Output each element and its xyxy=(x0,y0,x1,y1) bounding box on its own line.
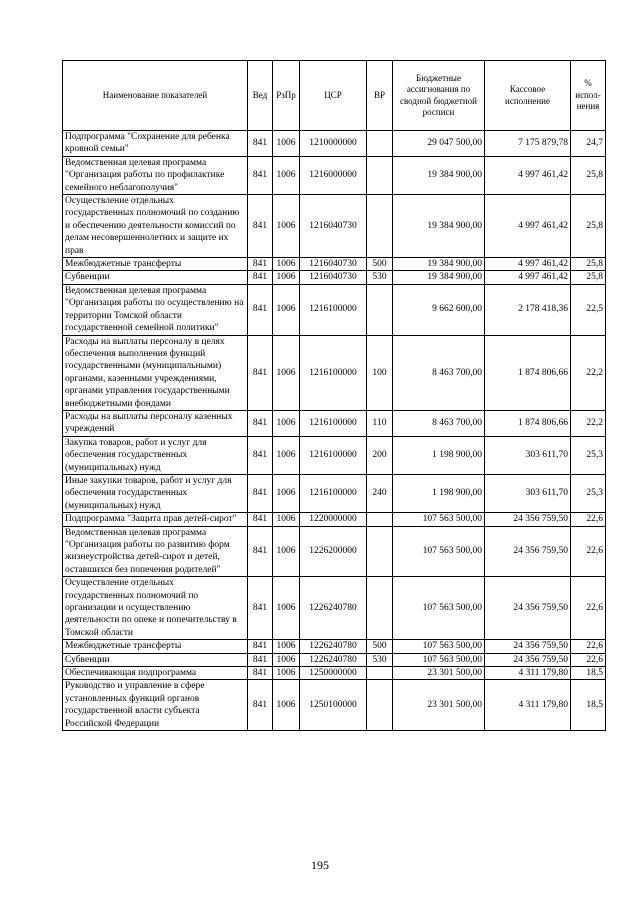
cell-name: Субвенции xyxy=(63,653,248,666)
cell-name: Закупка товаров, работ и услуг для обеспечения государственных (муниципальных) нужд xyxy=(63,436,248,474)
cell-ved: 841 xyxy=(248,156,273,194)
table-header-row xyxy=(63,61,606,131)
cell-rzpr: 1006 xyxy=(273,284,300,335)
cell-ved: 841 xyxy=(248,474,273,512)
cell-assign: 107 563 500,00 xyxy=(393,577,485,640)
cell-name: Межбюджетные трансферты xyxy=(63,258,248,271)
cell-csr: 1250100000 xyxy=(300,680,367,731)
cell-vr xyxy=(367,667,393,680)
header-vr: ВР xyxy=(367,61,393,131)
cell-vr xyxy=(367,526,393,577)
cell-csr: 1216100000 xyxy=(300,335,367,410)
cell-vr xyxy=(367,680,393,731)
cell-csr: 1216100000 xyxy=(300,410,367,436)
cell-ved: 841 xyxy=(248,680,273,731)
cell-kass: 4 997 461,42 xyxy=(485,258,571,271)
cell-pct: 22,6 xyxy=(571,526,606,577)
cell-ved: 841 xyxy=(248,284,273,335)
cell-rzpr: 1006 xyxy=(273,156,300,194)
cell-name: Руководство и управление в сфере установленных функций органов государственной власти субъекта Российской Федерации xyxy=(63,680,248,731)
cell-ved: 841 xyxy=(248,640,273,653)
header-name: Наименование показателей xyxy=(63,61,248,131)
header-cash-execution: Кассовое исполнение xyxy=(485,61,571,131)
cell-assign: 23 301 500,00 xyxy=(393,667,485,680)
cell-kass: 303 611,70 xyxy=(485,474,571,512)
cell-ved: 841 xyxy=(248,653,273,666)
cell-name: Ведомственная целевая программа "Организация работы по профилактике семейного неблагополучия" xyxy=(63,156,248,194)
cell-kass: 1 874 806,66 xyxy=(485,335,571,410)
cell-name: Ведомственная целевая программа "Организация работы по осуществлению на территории Томской области государственной семейной политики" xyxy=(63,284,248,335)
cell-rzpr: 1006 xyxy=(273,640,300,653)
cell-ved: 841 xyxy=(248,131,273,157)
table-row xyxy=(63,131,606,157)
cell-vr: 530 xyxy=(367,271,393,284)
cell-assign: 19 384 900,00 xyxy=(393,156,485,194)
cell-ved: 841 xyxy=(248,410,273,436)
cell-pct: 22,6 xyxy=(571,653,606,666)
header-ved: Вед xyxy=(248,61,273,131)
cell-name: Подпрограмма "Защита прав детей-сирот" xyxy=(63,513,248,526)
cell-csr: 1226240780 xyxy=(300,577,367,640)
cell-rzpr: 1006 xyxy=(273,513,300,526)
cell-pct: 22,2 xyxy=(571,335,606,410)
table-row xyxy=(63,474,606,512)
cell-vr xyxy=(367,156,393,194)
cell-rzpr: 1006 xyxy=(273,667,300,680)
cell-ved: 841 xyxy=(248,436,273,474)
cell-ved: 841 xyxy=(248,335,273,410)
table-row xyxy=(63,271,606,284)
cell-rzpr: 1006 xyxy=(273,526,300,577)
cell-kass: 24 356 759,50 xyxy=(485,640,571,653)
cell-kass: 7 175 879,78 xyxy=(485,131,571,157)
cell-ved: 841 xyxy=(248,195,273,258)
cell-name: Подпрограмма "Сохранение для ребенка кровной семьи" xyxy=(63,131,248,157)
header-rzpr: РзПр xyxy=(273,61,300,131)
cell-name: Обеспечивающая подпрограмма xyxy=(63,667,248,680)
cell-pct: 24,7 xyxy=(571,131,606,157)
cell-rzpr: 1006 xyxy=(273,335,300,410)
cell-kass: 24 356 759,50 xyxy=(485,513,571,526)
cell-assign: 19 384 900,00 xyxy=(393,258,485,271)
cell-csr: 1216100000 xyxy=(300,474,367,512)
cell-pct: 25,8 xyxy=(571,195,606,258)
cell-pct: 22,5 xyxy=(571,284,606,335)
cell-vr: 500 xyxy=(367,640,393,653)
cell-assign: 8 463 700,00 xyxy=(393,335,485,410)
cell-vr: 100 xyxy=(367,335,393,410)
table-row xyxy=(63,335,606,410)
cell-name: Иные закупки товаров, работ и услуг для обеспечения государственных (муниципальных) нужд xyxy=(63,474,248,512)
cell-assign: 107 563 500,00 xyxy=(393,640,485,653)
cell-name: Осуществление отдельных государственных полномочий по организации и осуществлению деятельности по опеке и попечительству в Томской области xyxy=(63,577,248,640)
cell-kass: 1 874 806,66 xyxy=(485,410,571,436)
cell-csr: 1216040730 xyxy=(300,271,367,284)
cell-kass: 4 311 179,80 xyxy=(485,680,571,731)
table-row xyxy=(63,667,606,680)
cell-csr: 1216000000 xyxy=(300,156,367,194)
cell-assign: 107 563 500,00 xyxy=(393,653,485,666)
header-csr: ЦСР xyxy=(300,61,367,131)
cell-csr: 1226240780 xyxy=(300,640,367,653)
cell-assign: 19 384 900,00 xyxy=(393,195,485,258)
cell-pct: 25,3 xyxy=(571,436,606,474)
table-row xyxy=(63,653,606,666)
cell-csr: 1216100000 xyxy=(300,284,367,335)
cell-name: Осуществление отдельных государственных полномочий по созданию и обеспечению деятельности комиссий по делам несовершеннолетних и защите их прав xyxy=(63,195,248,258)
cell-pct: 22,6 xyxy=(571,640,606,653)
cell-vr: 500 xyxy=(367,258,393,271)
cell-kass: 303 611,70 xyxy=(485,436,571,474)
cell-kass: 24 356 759,50 xyxy=(485,526,571,577)
cell-rzpr: 1006 xyxy=(273,474,300,512)
cell-csr: 1216040730 xyxy=(300,195,367,258)
cell-kass: 4 997 461,42 xyxy=(485,195,571,258)
table-row xyxy=(63,640,606,653)
table-row xyxy=(63,513,606,526)
cell-assign: 23 301 500,00 xyxy=(393,680,485,731)
cell-pct: 22,6 xyxy=(571,513,606,526)
cell-ved: 841 xyxy=(248,258,273,271)
cell-kass: 4 311 179,80 xyxy=(485,667,571,680)
cell-ved: 841 xyxy=(248,667,273,680)
cell-pct: 18,5 xyxy=(571,667,606,680)
cell-assign: 1 198 900,00 xyxy=(393,474,485,512)
cell-assign: 107 563 500,00 xyxy=(393,526,485,577)
cell-kass: 4 997 461,42 xyxy=(485,156,571,194)
table-row xyxy=(63,680,606,731)
cell-pct: 22,2 xyxy=(571,410,606,436)
cell-assign: 29 047 500,00 xyxy=(393,131,485,157)
cell-csr: 1220000000 xyxy=(300,513,367,526)
cell-vr: 110 xyxy=(367,410,393,436)
cell-assign: 1 198 900,00 xyxy=(393,436,485,474)
table-row xyxy=(63,284,606,335)
cell-pct: 25,8 xyxy=(571,156,606,194)
cell-name: Расходы на выплаты персоналу казенных учреждений xyxy=(63,410,248,436)
table-row xyxy=(63,526,606,577)
cell-assign: 107 563 500,00 xyxy=(393,513,485,526)
cell-rzpr: 1006 xyxy=(273,131,300,157)
cell-name: Субвенции xyxy=(63,271,248,284)
cell-name: Межбюджетные трансферты xyxy=(63,640,248,653)
cell-assign: 9 662 600,00 xyxy=(393,284,485,335)
cell-rzpr: 1006 xyxy=(273,653,300,666)
cell-pct: 22,6 xyxy=(571,577,606,640)
cell-vr xyxy=(367,284,393,335)
table-row xyxy=(63,410,606,436)
cell-ved: 841 xyxy=(248,577,273,640)
cell-pct: 18,5 xyxy=(571,680,606,731)
cell-pct: 25,3 xyxy=(571,474,606,512)
header-assignments: Бюджетные ассигнования по сводной бюджетной росписи xyxy=(393,61,485,131)
cell-kass: 24 356 759,50 xyxy=(485,653,571,666)
cell-vr xyxy=(367,131,393,157)
cell-csr: 1226200000 xyxy=(300,526,367,577)
cell-vr: 200 xyxy=(367,436,393,474)
cell-csr: 1210000000 xyxy=(300,131,367,157)
cell-assign: 8 463 700,00 xyxy=(393,410,485,436)
page-number: 195 xyxy=(311,858,329,872)
cell-name: Ведомственная целевая программа "Организация работы по развитию форм жизнеустройства детей-сирот и детей, оставшихся без попечения родителей" xyxy=(63,526,248,577)
cell-rzpr: 1006 xyxy=(273,577,300,640)
cell-csr: 1216040730 xyxy=(300,258,367,271)
cell-rzpr: 1006 xyxy=(273,436,300,474)
cell-csr: 1250000000 xyxy=(300,667,367,680)
cell-ved: 841 xyxy=(248,271,273,284)
cell-csr: 1226240780 xyxy=(300,653,367,666)
table-row xyxy=(63,258,606,271)
table-row xyxy=(63,577,606,640)
cell-rzpr: 1006 xyxy=(273,410,300,436)
cell-kass: 24 356 759,50 xyxy=(485,577,571,640)
cell-vr xyxy=(367,577,393,640)
cell-name: Расходы на выплаты персоналу в целях обеспечения выполнения функций государственными (муниципальными) органами, казенными учреждениями, органами управления государственными внебюджетными фондами xyxy=(63,335,248,410)
header-percent: % испол-нения xyxy=(571,61,606,131)
cell-ved: 841 xyxy=(248,526,273,577)
cell-rzpr: 1006 xyxy=(273,271,300,284)
table-row xyxy=(63,195,606,258)
cell-ved: 841 xyxy=(248,513,273,526)
cell-vr xyxy=(367,195,393,258)
cell-rzpr: 1006 xyxy=(273,195,300,258)
cell-csr: 1216100000 xyxy=(300,436,367,474)
cell-kass: 2 178 418,36 xyxy=(485,284,571,335)
cell-pct: 25,8 xyxy=(571,258,606,271)
table-row xyxy=(63,156,606,194)
cell-vr xyxy=(367,513,393,526)
cell-rzpr: 1006 xyxy=(273,258,300,271)
cell-pct: 25,8 xyxy=(571,271,606,284)
cell-assign: 19 384 900,00 xyxy=(393,271,485,284)
cell-vr: 530 xyxy=(367,653,393,666)
budget-table xyxy=(62,60,606,731)
table-row xyxy=(63,436,606,474)
cell-kass: 4 997 461,42 xyxy=(485,271,571,284)
cell-vr: 240 xyxy=(367,474,393,512)
cell-rzpr: 1006 xyxy=(273,680,300,731)
